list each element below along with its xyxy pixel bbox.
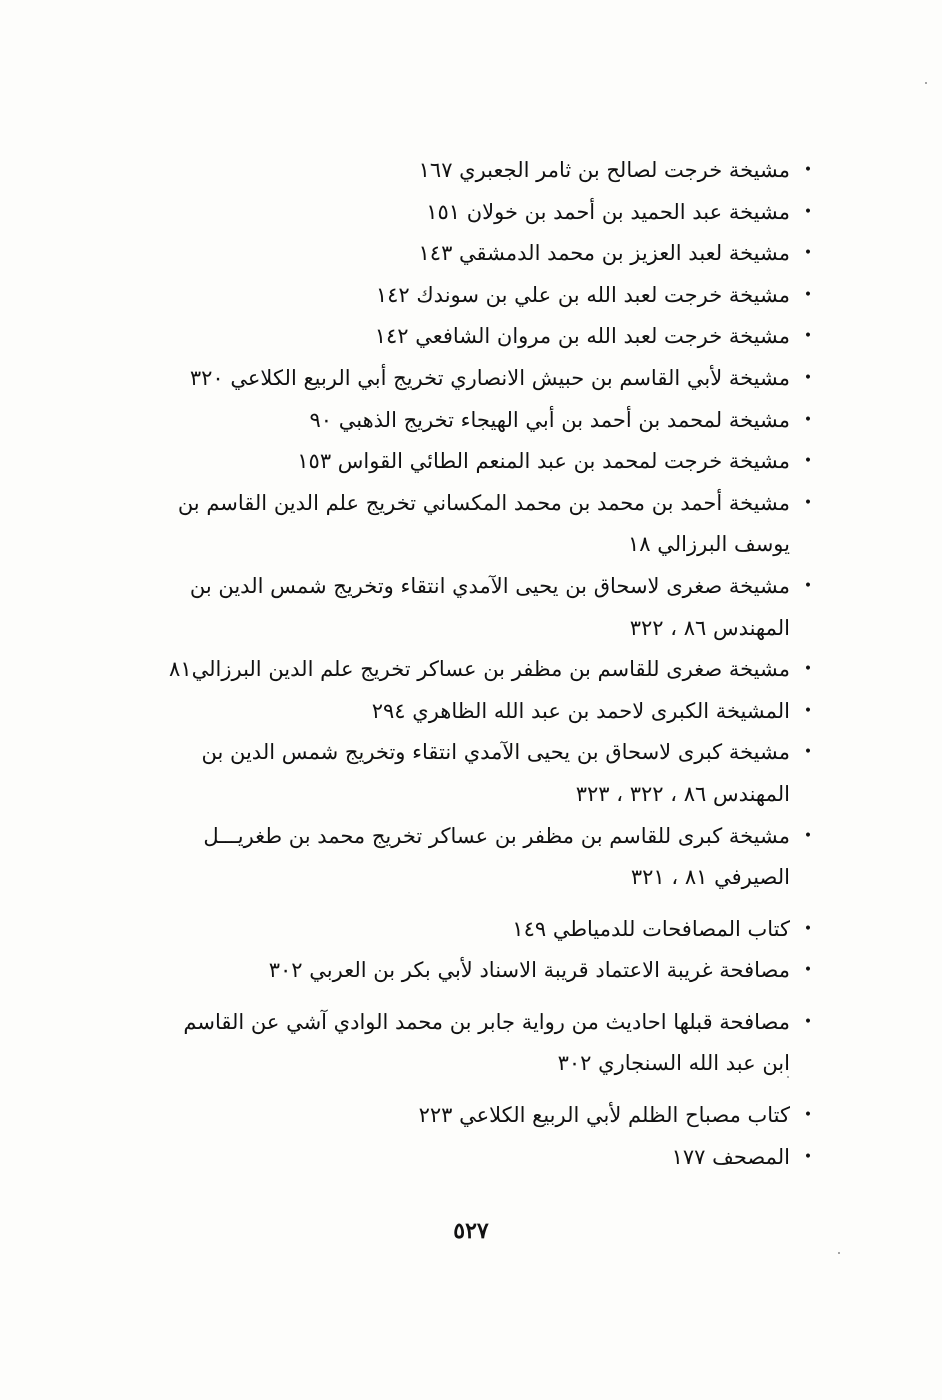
entry-text: مصافحة غريبة الاعتماد قريبة الاسناد لأبي بكر بن العربي ٣٠٢ xyxy=(268,958,790,983)
bullet-icon: • xyxy=(803,245,813,262)
index-entry xyxy=(160,691,818,733)
index-entry xyxy=(160,400,818,442)
entry-text: مشيخة عبد الحميد بن أحمد بن خولان ١٥١ xyxy=(426,199,790,224)
bullet-icon: • xyxy=(803,702,813,719)
bullet-icon: • xyxy=(803,453,813,470)
bullet-icon: • xyxy=(803,962,813,979)
entry-text: مشيخة خرجت لعبد الله بن مروان الشافعي ١٤٢ xyxy=(374,324,790,349)
bullet-icon: • xyxy=(803,1148,813,1165)
index-entry xyxy=(160,441,818,483)
index-entry xyxy=(160,233,818,275)
entry-text: مشيخة كبرى لاسحاق بن يحيى الآمدي انتقاء وتخريج شمس الدين بن المهندس ٨٦ ، ٣٢٢ ، ٣٢٣ xyxy=(201,740,790,806)
bullet-icon: • xyxy=(803,162,813,178)
entry-text: المشيخة الكبرى لاحمد بن عبد الله الظاهري ٢٩٤ xyxy=(371,698,790,723)
index-entry xyxy=(160,192,818,234)
entry-text: كتاب مصباح الظلم لأبي الربيع الكلاعي ٢٢٣ xyxy=(418,1103,790,1128)
entry-text: مشيخة صغرى للقاسم بن مظفر بن عساكر تخريج علم الدين البرزالي٨١ xyxy=(169,657,790,682)
index-entry xyxy=(160,483,818,566)
entry-text: مصافحة قبلها احاديث من رواية جابر بن محمد الوادي آشي عن القاسم ابن عبد الله السنجاري ٣٠٢ xyxy=(183,1009,790,1076)
index-entry xyxy=(160,950,818,992)
entry-text: مشيخة أحمد بن محمد بن محمد المكساني تخريج علم الدين القاسم بن يوسف البرزالي ١٨ xyxy=(177,490,790,557)
bullet-icon: • xyxy=(803,286,813,303)
index-entry xyxy=(160,316,818,358)
entry-text: مشيخة خرجت لمحمد بن عبد المنعم الطائي القواس ١٥٣ xyxy=(297,449,790,474)
scan-speck xyxy=(925,82,927,84)
entry-text: كتاب المصافحات للدمياطي ١٤٩ xyxy=(512,916,790,941)
entry-text: المصحف ١٧٧ xyxy=(671,1144,790,1169)
bullet-icon: • xyxy=(803,1013,813,1030)
entry-text: مشيخة لأبي القاسم بن حبيش الانصاري تخريج أبي الربيع الكلاعي ٣٢٠ xyxy=(189,365,790,390)
bullet-icon: • xyxy=(803,661,813,678)
bullet-icon: • xyxy=(803,203,813,220)
entry-text: مشيخة كبرى للقاسم بن مظفر بن عساكر تخريج محمد بن طغريـــل الصيرفي ٨١ ، ٣٢١ xyxy=(203,823,790,890)
bullet-icon: • xyxy=(803,744,813,761)
index-entry xyxy=(160,1095,818,1137)
bullet-icon: • xyxy=(803,1107,813,1124)
bullet-icon: • xyxy=(803,369,813,386)
index-entry xyxy=(160,1002,818,1085)
bullet-icon: • xyxy=(803,577,813,594)
entry-text: مشيخة لعبد العزيز بن محمد الدمشقي ١٤٣ xyxy=(418,241,790,266)
bullet-icon: • xyxy=(803,494,813,511)
index-entry xyxy=(160,358,818,400)
bullet-icon: • xyxy=(803,920,813,937)
index-entry xyxy=(160,909,818,951)
index-entry xyxy=(160,275,818,317)
index-entry xyxy=(160,816,818,899)
index-list xyxy=(160,150,818,1178)
entry-text: مشيخة خرجت لصالح بن ثامر الجعبري ١٦٧ xyxy=(418,158,790,182)
bullet-icon: • xyxy=(803,827,813,844)
index-entry xyxy=(160,566,818,649)
entry-text: مشيخة صغرى لاسحاق بن يحيى الآمدي انتقاء وتخريج شمس الدين بن المهندس ٨٦ ، ٣٢٢ xyxy=(189,573,790,640)
index-entry xyxy=(160,732,818,815)
scan-speck xyxy=(838,1252,840,1254)
bullet-icon: • xyxy=(803,411,813,428)
index-entry xyxy=(160,649,818,691)
entry-text: مشيخة لمحمد بن أحمد بن أبي الهيجاء تخريج الذهبي ٩٠ xyxy=(309,407,790,432)
bullet-icon: • xyxy=(803,328,813,345)
entry-text: مشيخة خرجت لعبد الله بن علي بن سوندك ١٤٢ xyxy=(375,282,790,307)
index-entry xyxy=(160,150,818,192)
scan-speck xyxy=(787,1076,789,1078)
index-entry xyxy=(160,1137,818,1179)
page-number: ٥٢٧ xyxy=(453,1218,489,1244)
